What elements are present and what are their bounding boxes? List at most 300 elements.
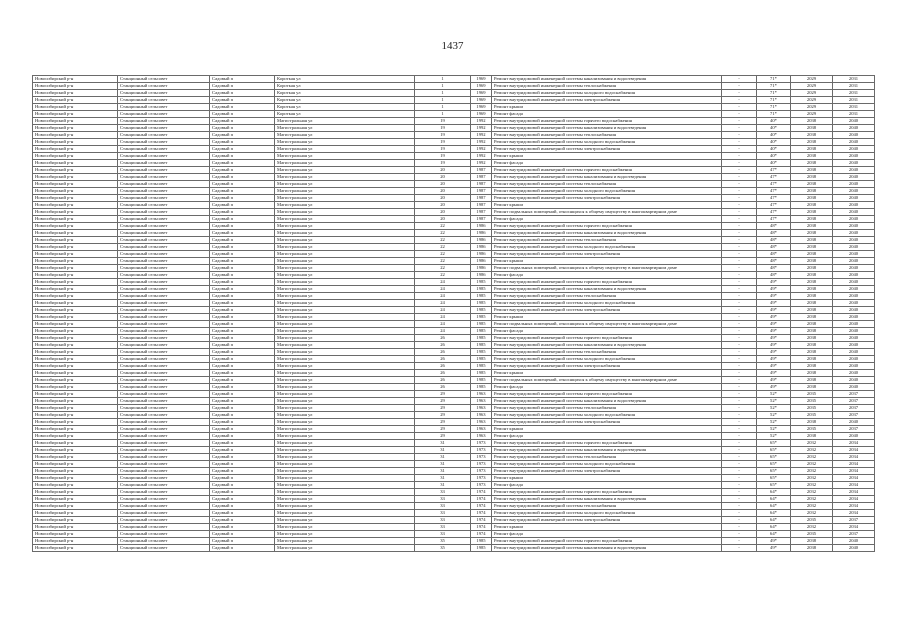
municipality-cell: Станционный сельсовет	[118, 314, 210, 321]
district-cell: Новосибирский р-н	[33, 216, 118, 223]
end-year-cell: 2040	[833, 307, 875, 314]
municipality-cell: Станционный сельсовет	[118, 391, 210, 398]
start-year-cell: 2038	[791, 538, 833, 545]
house-number-cell: 19	[415, 160, 471, 167]
work-type-cell: Ремонт внутридомовой инженерной системы теплоснабжения	[492, 349, 722, 356]
note-cell: -	[722, 433, 757, 440]
start-year-cell: 2038	[791, 195, 833, 202]
municipality-cell: Станционный сельсовет	[118, 223, 210, 230]
house-number-cell: 20	[415, 202, 471, 209]
table-row	[33, 223, 875, 230]
end-year-cell: 2040	[833, 181, 875, 188]
municipality-cell: Станционный сельсовет	[118, 286, 210, 293]
build-year-cell: 1986	[471, 237, 492, 244]
district-cell: Новосибирский р-н	[33, 377, 118, 384]
build-year-cell: 1992	[471, 153, 492, 160]
page-number: 1437	[441, 40, 464, 52]
street-cell: Магистральная ул	[275, 216, 415, 223]
municipality-cell: Станционный сельсовет	[118, 468, 210, 475]
settlement-cell: Садовый п	[210, 468, 275, 475]
start-year-cell: 2035	[791, 531, 833, 538]
settlement-cell: Садовый п	[210, 314, 275, 321]
work-type-cell: Ремонт внутридомовой инженерной системы холодного водоснабжения	[492, 510, 722, 517]
settlement-cell: Садовый п	[210, 496, 275, 503]
note-cell: -	[722, 363, 757, 370]
wear-percent-cell: 48*	[757, 223, 791, 230]
work-type-cell: Ремонт внутридомовой инженерной системы теплоснабжения	[492, 181, 722, 188]
wear-percent-cell: 64*	[757, 531, 791, 538]
start-year-cell: 2038	[791, 293, 833, 300]
settlement-cell: Садовый п	[210, 279, 275, 286]
work-type-cell: Ремонт внутридомовой инженерной системы канализования и водоотведения	[492, 398, 722, 405]
end-year-cell: 2031	[833, 111, 875, 118]
start-year-cell: 2038	[791, 258, 833, 265]
house-number-cell: 22	[415, 230, 471, 237]
house-number-cell: 31	[415, 475, 471, 482]
district-cell: Новосибирский р-н	[33, 524, 118, 531]
build-year-cell: 1992	[471, 139, 492, 146]
build-year-cell: 1969	[471, 83, 492, 90]
district-cell: Новосибирский р-н	[33, 419, 118, 426]
house-number-cell: 31	[415, 468, 471, 475]
start-year-cell: 2038	[791, 335, 833, 342]
street-cell: Магистральная ул	[275, 342, 415, 349]
district-cell: Новосибирский р-н	[33, 83, 118, 90]
settlement-cell: Садовый п	[210, 118, 275, 125]
street-cell: Магистральная ул	[275, 433, 415, 440]
wear-percent-cell: 52*	[757, 398, 791, 405]
wear-percent-cell: 65*	[757, 440, 791, 447]
wear-percent-cell: 64*	[757, 489, 791, 496]
district-cell: Новосибирский р-н	[33, 286, 118, 293]
table-row	[33, 181, 875, 188]
wear-percent-cell: 47*	[757, 167, 791, 174]
build-year-cell: 1973	[471, 468, 492, 475]
build-year-cell: 1985	[471, 356, 492, 363]
street-cell: Магистральная ул	[275, 363, 415, 370]
start-year-cell: 2038	[791, 146, 833, 153]
build-year-cell: 1985	[471, 349, 492, 356]
district-cell: Новосибирский р-н	[33, 146, 118, 153]
house-number-cell: 19	[415, 125, 471, 132]
settlement-cell: Садовый п	[210, 265, 275, 272]
table-row	[33, 447, 875, 454]
start-year-cell: 2032	[791, 503, 833, 510]
note-cell: -	[722, 461, 757, 468]
end-year-cell: 2040	[833, 118, 875, 125]
house-number-cell: 19	[415, 139, 471, 146]
wear-percent-cell: 52*	[757, 412, 791, 419]
end-year-cell: 2040	[833, 272, 875, 279]
start-year-cell: 2038	[791, 279, 833, 286]
note-cell: -	[722, 125, 757, 132]
build-year-cell: 1986	[471, 230, 492, 237]
end-year-cell: 2034	[833, 454, 875, 461]
end-year-cell: 2034	[833, 510, 875, 517]
table-row	[33, 209, 875, 216]
district-cell: Новосибирский р-н	[33, 167, 118, 174]
note-cell: -	[722, 153, 757, 160]
settlement-cell: Садовый п	[210, 132, 275, 139]
settlement-cell: Садовый п	[210, 482, 275, 489]
street-cell: Магистральная ул	[275, 258, 415, 265]
street-cell: Магистральная ул	[275, 139, 415, 146]
district-cell: Новосибирский р-н	[33, 475, 118, 482]
settlement-cell: Садовый п	[210, 258, 275, 265]
start-year-cell: 2038	[791, 160, 833, 167]
house-number-cell: 1	[415, 90, 471, 97]
work-type-cell: Ремонт внутридомовой инженерной системы канализования и водоотведения	[492, 125, 722, 132]
wear-percent-cell: 49*	[757, 300, 791, 307]
build-year-cell: 1987	[471, 216, 492, 223]
wear-percent-cell: 64*	[757, 496, 791, 503]
build-year-cell: 1992	[471, 118, 492, 125]
end-year-cell: 2034	[833, 447, 875, 454]
build-year-cell: 1985	[471, 370, 492, 377]
start-year-cell: 2038	[791, 223, 833, 230]
district-cell: Новосибирский р-н	[33, 90, 118, 97]
repair-schedule-table-container	[32, 75, 874, 552]
build-year-cell: 1969	[471, 97, 492, 104]
wear-percent-cell: 47*	[757, 209, 791, 216]
wear-percent-cell: 65*	[757, 468, 791, 475]
street-cell: Магистральная ул	[275, 398, 415, 405]
wear-percent-cell: 49*	[757, 328, 791, 335]
district-cell: Новосибирский р-н	[33, 188, 118, 195]
municipality-cell: Станционный сельсовет	[118, 293, 210, 300]
municipality-cell: Станционный сельсовет	[118, 132, 210, 139]
house-number-cell: 29	[415, 405, 471, 412]
settlement-cell: Садовый п	[210, 531, 275, 538]
note-cell: -	[722, 244, 757, 251]
start-year-cell: 2035	[791, 405, 833, 412]
settlement-cell: Садовый п	[210, 328, 275, 335]
table-body	[33, 76, 875, 552]
build-year-cell: 1987	[471, 167, 492, 174]
municipality-cell: Станционный сельсовет	[118, 125, 210, 132]
note-cell: -	[722, 139, 757, 146]
wear-percent-cell: 52*	[757, 391, 791, 398]
work-type-cell: Ремонт внутридомовой инженерной системы электроснабжения	[492, 251, 722, 258]
district-cell: Новосибирский р-н	[33, 181, 118, 188]
settlement-cell: Садовый п	[210, 363, 275, 370]
work-type-cell: Ремонт внутридомовой инженерной системы электроснабжения	[492, 97, 722, 104]
end-year-cell: 2040	[833, 538, 875, 545]
street-cell: Магистральная ул	[275, 426, 415, 433]
work-type-cell: Ремонт внутридомовой инженерной системы горячего водоснабжения	[492, 223, 722, 230]
note-cell: -	[722, 209, 757, 216]
wear-percent-cell: 52*	[757, 426, 791, 433]
wear-percent-cell: 40*	[757, 146, 791, 153]
work-type-cell: Ремонт внутридомовой инженерной системы горячего водоснабжения	[492, 440, 722, 447]
municipality-cell: Станционный сельсовет	[118, 426, 210, 433]
build-year-cell: 1987	[471, 195, 492, 202]
build-year-cell: 1973	[471, 482, 492, 489]
wear-percent-cell: 64*	[757, 503, 791, 510]
work-type-cell: Ремонт внутридомовой инженерной системы горячего водоснабжения	[492, 335, 722, 342]
street-cell: Магистральная ул	[275, 461, 415, 468]
start-year-cell: 2038	[791, 363, 833, 370]
start-year-cell: 2038	[791, 153, 833, 160]
work-type-cell: Ремонт внутридомовой инженерной системы теплоснабжения	[492, 293, 722, 300]
municipality-cell: Станционный сельсовет	[118, 398, 210, 405]
settlement-cell: Садовый п	[210, 377, 275, 384]
table-row	[33, 454, 875, 461]
district-cell: Новосибирский р-н	[33, 265, 118, 272]
table-row	[33, 202, 875, 209]
note-cell: -	[722, 321, 757, 328]
start-year-cell: 2032	[791, 440, 833, 447]
street-cell: Магистральная ул	[275, 153, 415, 160]
wear-percent-cell: 47*	[757, 188, 791, 195]
build-year-cell: 1974	[471, 503, 492, 510]
wear-percent-cell: 52*	[757, 405, 791, 412]
settlement-cell: Садовый п	[210, 461, 275, 468]
start-year-cell: 2032	[791, 461, 833, 468]
wear-percent-cell: 49*	[757, 356, 791, 363]
wear-percent-cell: 49*	[757, 307, 791, 314]
settlement-cell: Садовый п	[210, 181, 275, 188]
street-cell: Магистральная ул	[275, 118, 415, 125]
note-cell: -	[722, 538, 757, 545]
district-cell: Новосибирский р-н	[33, 202, 118, 209]
wear-percent-cell: 49*	[757, 286, 791, 293]
street-cell: Магистральная ул	[275, 230, 415, 237]
municipality-cell: Станционный сельсовет	[118, 545, 210, 552]
start-year-cell: 2038	[791, 188, 833, 195]
end-year-cell: 2040	[833, 335, 875, 342]
municipality-cell: Станционный сельсовет	[118, 244, 210, 251]
end-year-cell: 2034	[833, 468, 875, 475]
start-year-cell: 2035	[791, 398, 833, 405]
note-cell: -	[722, 398, 757, 405]
municipality-cell: Станционный сельсовет	[118, 174, 210, 181]
end-year-cell: 2040	[833, 188, 875, 195]
end-year-cell: 2031	[833, 90, 875, 97]
wear-percent-cell: 47*	[757, 174, 791, 181]
house-number-cell: 26	[415, 342, 471, 349]
municipality-cell: Станционный сельсовет	[118, 503, 210, 510]
start-year-cell: 2038	[791, 125, 833, 132]
settlement-cell: Садовый п	[210, 230, 275, 237]
work-type-cell: Ремонт внутридомовой инженерной системы горячего водоснабжения	[492, 391, 722, 398]
build-year-cell: 1992	[471, 146, 492, 153]
house-number-cell: 29	[415, 419, 471, 426]
table-row	[33, 370, 875, 377]
house-number-cell: 26	[415, 356, 471, 363]
house-number-cell: 31	[415, 461, 471, 468]
work-type-cell: Ремонт внутридомовой инженерной системы горячего водоснабжения	[492, 279, 722, 286]
start-year-cell: 2038	[791, 251, 833, 258]
table-row	[33, 118, 875, 125]
table-row	[33, 356, 875, 363]
house-number-cell: 24	[415, 300, 471, 307]
table-row	[33, 510, 875, 517]
work-type-cell: Ремонт внутридомовой инженерной системы канализования и водоотведения	[492, 342, 722, 349]
house-number-cell: 33	[415, 524, 471, 531]
end-year-cell: 2040	[833, 132, 875, 139]
table-row	[33, 524, 875, 531]
end-year-cell: 2040	[833, 153, 875, 160]
end-year-cell: 2040	[833, 370, 875, 377]
municipality-cell: Станционный сельсовет	[118, 356, 210, 363]
table-row	[33, 188, 875, 195]
table-row	[33, 503, 875, 510]
build-year-cell: 1974	[471, 489, 492, 496]
start-year-cell: 2029	[791, 104, 833, 111]
wear-percent-cell: 48*	[757, 251, 791, 258]
note-cell: -	[722, 272, 757, 279]
note-cell: -	[722, 447, 757, 454]
work-type-cell: Ремонт внутридомовой инженерной системы электроснабжения	[492, 307, 722, 314]
municipality-cell: Станционный сельсовет	[118, 363, 210, 370]
end-year-cell: 2031	[833, 83, 875, 90]
street-cell: Короткая ул	[275, 97, 415, 104]
street-cell: Короткая ул	[275, 111, 415, 118]
note-cell: -	[722, 251, 757, 258]
start-year-cell: 2032	[791, 524, 833, 531]
street-cell: Магистральная ул	[275, 223, 415, 230]
end-year-cell: 2040	[833, 167, 875, 174]
municipality-cell: Станционный сельсовет	[118, 76, 210, 83]
work-type-cell: Ремонт фасада	[492, 272, 722, 279]
build-year-cell: 1974	[471, 524, 492, 531]
table-row	[33, 125, 875, 132]
municipality-cell: Станционный сельсовет	[118, 153, 210, 160]
district-cell: Новосибирский р-н	[33, 342, 118, 349]
settlement-cell: Садовый п	[210, 391, 275, 398]
end-year-cell: 2040	[833, 223, 875, 230]
street-cell: Магистральная ул	[275, 244, 415, 251]
settlement-cell: Садовый п	[210, 503, 275, 510]
start-year-cell: 2038	[791, 237, 833, 244]
end-year-cell: 2040	[833, 244, 875, 251]
build-year-cell: 1992	[471, 160, 492, 167]
start-year-cell: 2038	[791, 370, 833, 377]
start-year-cell: 2038	[791, 216, 833, 223]
municipality-cell: Станционный сельсовет	[118, 195, 210, 202]
start-year-cell: 2038	[791, 272, 833, 279]
build-year-cell: 1973	[471, 440, 492, 447]
settlement-cell: Садовый п	[210, 412, 275, 419]
build-year-cell: 1985	[471, 538, 492, 545]
work-type-cell: Ремонт внутридомовой инженерной системы теплоснабжения	[492, 237, 722, 244]
municipality-cell: Станционный сельсовет	[118, 146, 210, 153]
note-cell: -	[722, 160, 757, 167]
settlement-cell: Садовый п	[210, 440, 275, 447]
district-cell: Новосибирский р-н	[33, 125, 118, 132]
note-cell: -	[722, 524, 757, 531]
table-row	[33, 433, 875, 440]
settlement-cell: Садовый п	[210, 104, 275, 111]
municipality-cell: Станционный сельсовет	[118, 104, 210, 111]
note-cell: -	[722, 356, 757, 363]
settlement-cell: Садовый п	[210, 447, 275, 454]
work-type-cell: Ремонт внутридомовой инженерной системы горячего водоснабжения	[492, 489, 722, 496]
house-number-cell: 29	[415, 398, 471, 405]
district-cell: Новосибирский р-н	[33, 230, 118, 237]
build-year-cell: 1986	[471, 265, 492, 272]
table-row	[33, 398, 875, 405]
wear-percent-cell: 47*	[757, 216, 791, 223]
table-row	[33, 496, 875, 503]
settlement-cell: Садовый п	[210, 272, 275, 279]
build-year-cell: 1969	[471, 111, 492, 118]
work-type-cell: Ремонт внутридомовой инженерной системы теплоснабжения	[492, 83, 722, 90]
end-year-cell: 2031	[833, 97, 875, 104]
wear-percent-cell: 48*	[757, 230, 791, 237]
work-type-cell: Ремонт внутридомовой инженерной системы горячего водоснабжения	[492, 538, 722, 545]
wear-percent-cell: 40*	[757, 160, 791, 167]
table-row	[33, 97, 875, 104]
build-year-cell: 1974	[471, 510, 492, 517]
district-cell: Новосибирский р-н	[33, 76, 118, 83]
house-number-cell: 33	[415, 489, 471, 496]
house-number-cell: 26	[415, 335, 471, 342]
street-cell: Магистральная ул	[275, 167, 415, 174]
start-year-cell: 2029	[791, 76, 833, 83]
start-year-cell: 2038	[791, 244, 833, 251]
end-year-cell: 2037	[833, 391, 875, 398]
note-cell: -	[722, 111, 757, 118]
repair-schedule-table	[32, 75, 875, 552]
wear-percent-cell: 71*	[757, 90, 791, 97]
municipality-cell: Станционный сельсовет	[118, 510, 210, 517]
work-type-cell: Ремонт фасада	[492, 433, 722, 440]
municipality-cell: Станционный сельсовет	[118, 524, 210, 531]
build-year-cell: 1974	[471, 531, 492, 538]
table-row	[33, 482, 875, 489]
table-row	[33, 391, 875, 398]
district-cell: Новосибирский р-н	[33, 335, 118, 342]
street-cell: Короткая ул	[275, 83, 415, 90]
house-number-cell: 33	[415, 510, 471, 517]
end-year-cell: 2040	[833, 174, 875, 181]
district-cell: Новосибирский р-н	[33, 195, 118, 202]
district-cell: Новосибирский р-н	[33, 412, 118, 419]
district-cell: Новосибирский р-н	[33, 209, 118, 216]
house-number-cell: 20	[415, 195, 471, 202]
work-type-cell: Ремонт внутридомовой инженерной системы холодного водоснабжения	[492, 139, 722, 146]
start-year-cell: 2032	[791, 447, 833, 454]
street-cell: Магистральная ул	[275, 356, 415, 363]
build-year-cell: 1969	[471, 90, 492, 97]
note-cell: -	[722, 223, 757, 230]
municipality-cell: Станционный сельсовет	[118, 335, 210, 342]
note-cell: -	[722, 342, 757, 349]
municipality-cell: Станционный сельсовет	[118, 279, 210, 286]
note-cell: -	[722, 195, 757, 202]
municipality-cell: Станционный сельсовет	[118, 237, 210, 244]
build-year-cell: 1985	[471, 307, 492, 314]
build-year-cell: 1963	[471, 405, 492, 412]
house-number-cell: 31	[415, 482, 471, 489]
table-row	[33, 272, 875, 279]
start-year-cell: 2035	[791, 517, 833, 524]
municipality-cell: Станционный сельсовет	[118, 188, 210, 195]
table-row	[33, 139, 875, 146]
start-year-cell: 2038	[791, 132, 833, 139]
street-cell: Магистральная ул	[275, 237, 415, 244]
start-year-cell: 2038	[791, 181, 833, 188]
wear-percent-cell: 40*	[757, 118, 791, 125]
wear-percent-cell: 40*	[757, 132, 791, 139]
end-year-cell: 2040	[833, 314, 875, 321]
build-year-cell: 1963	[471, 398, 492, 405]
build-year-cell: 1969	[471, 76, 492, 83]
table-row	[33, 412, 875, 419]
street-cell: Магистральная ул	[275, 181, 415, 188]
